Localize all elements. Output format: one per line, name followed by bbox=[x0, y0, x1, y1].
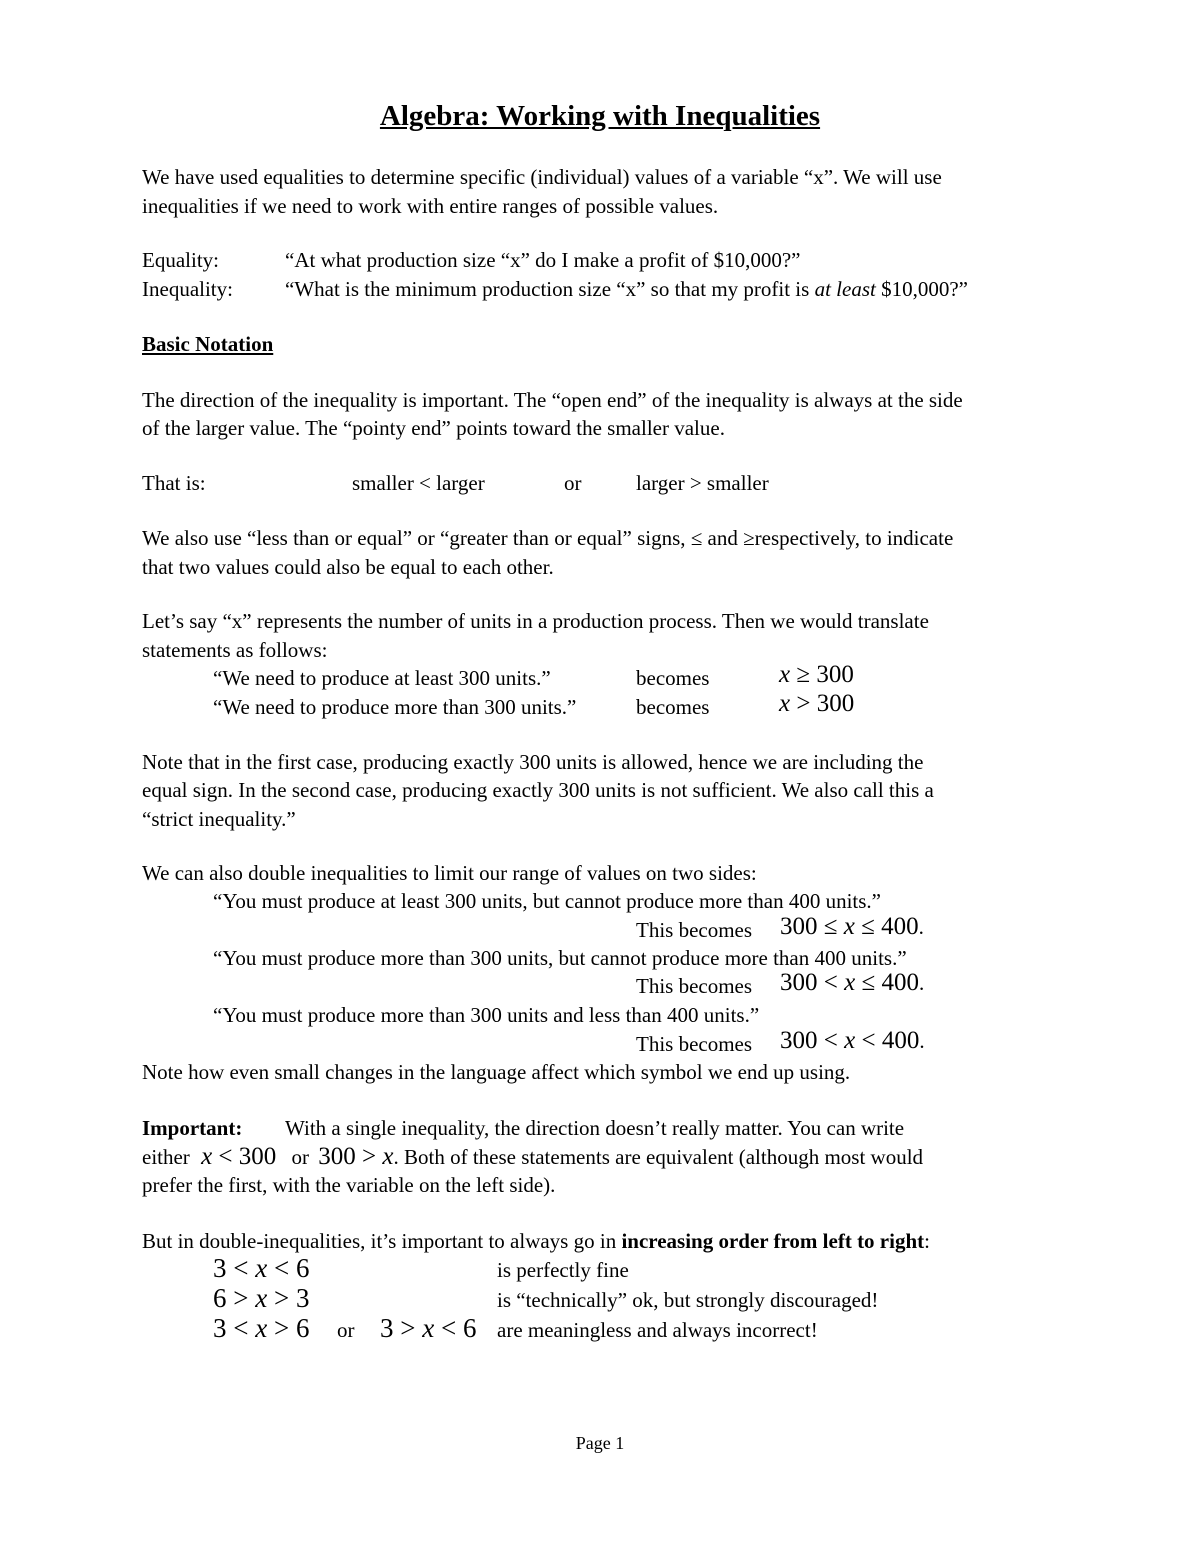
translation-math: x > 300 bbox=[779, 690, 855, 717]
important-line-2: either x < 300 or 300 > x. Both of these statements are equivalent (although most would bbox=[142, 1143, 924, 1170]
double-case-math: 300 ≤ x ≤ 400. bbox=[780, 913, 924, 940]
direction-line-2: of the larger value. The “pointy end” points toward the smaller value. bbox=[142, 416, 725, 440]
page-title: Algebra: Working with Inequalities bbox=[379, 100, 821, 132]
ordering-intro: But in double-inequalities, it’s important to always go in increasing order from left to right: bbox=[142, 1229, 930, 1253]
signs-line-2: that two values could also be equal to each other. bbox=[142, 555, 554, 579]
double-case-math: 300 < x < 400. bbox=[780, 1027, 925, 1054]
double-case-quote: “You must produce more than 300 units and less than 400 units.” bbox=[213, 1003, 760, 1027]
that-is-label: That is: bbox=[142, 471, 206, 495]
intro-line-1: We have used equalities to determine specific (individual) values of a variable “x”. We will use bbox=[142, 165, 942, 189]
direction-line-1: The direction of the inequality is important. The “open end” of the inequality is always at the side bbox=[142, 388, 963, 412]
translation-becomes: becomes bbox=[636, 666, 710, 690]
important-line-3: prefer the first, with the variable on the left side). bbox=[142, 1173, 556, 1197]
intro-line-2: inequalities if we need to work with entire ranges of possible values. bbox=[142, 194, 719, 218]
lets-say-line-2: statements as follows: bbox=[142, 638, 328, 662]
lets-say-line-1: Let’s say “x” represents the number of units in a production process. Then we would translate bbox=[142, 609, 929, 633]
note-line-1: Note that in the first case, producing exactly 300 units is allowed, hence we are including the bbox=[142, 750, 924, 774]
ordering-expr-invalid-1: 3 < x > 6 bbox=[213, 1313, 310, 1343]
translation-quote: “We need to produce more than 300 units.” bbox=[213, 695, 577, 719]
page-number: Page 1 bbox=[575, 1433, 625, 1453]
ordering-comment-fine: is perfectly fine bbox=[497, 1258, 629, 1282]
double-note: Note how even small changes in the language affect which symbol we end up using. bbox=[142, 1060, 851, 1084]
note-line-2: equal sign. In the second case, producing exactly 300 units is not sufficient. We also call this a bbox=[142, 778, 934, 802]
signs-line-1: We also use “less than or equal” or “greater than or equal” signs, ≤ and ≥respectively, to indicate bbox=[142, 526, 954, 550]
translation-quote: “We need to produce at least 300 units.” bbox=[213, 666, 551, 690]
translation-math: x ≥ 300 bbox=[779, 661, 854, 688]
this-becomes-label: This becomes bbox=[636, 918, 753, 942]
double-case-math: 300 < x ≤ 400. bbox=[780, 969, 925, 996]
double-intro: We can also double inequalities to limit our range of values on two sides: bbox=[142, 861, 757, 885]
important-line-1: With a single inequality, the direction doesn’t really matter. You can write bbox=[285, 1116, 905, 1140]
ordering-expr-discouraged: 6 > x > 3 bbox=[213, 1283, 310, 1313]
note-line-3: “strict inequality.” bbox=[142, 807, 296, 831]
this-becomes-label: This becomes bbox=[636, 974, 753, 998]
that-is-left: smaller < larger bbox=[352, 471, 485, 495]
inequality-text: “What is the minimum production size “x” so that my profit is at least $10,000?” bbox=[285, 277, 968, 301]
double-case-quote: “You must produce at least 300 units, but cannot produce more than 400 units.” bbox=[213, 889, 882, 913]
important-label: Important: bbox=[142, 1116, 243, 1140]
ordering-expr-invalid-2: 3 > x < 6 bbox=[380, 1313, 477, 1343]
inequality-label: Inequality: bbox=[142, 277, 233, 301]
ordering-comment-discouraged: is “technically” ok, but strongly discouraged! bbox=[497, 1288, 879, 1312]
that-is-right: larger > smaller bbox=[636, 471, 769, 495]
ordering-or: or bbox=[337, 1318, 355, 1342]
translation-becomes: becomes bbox=[636, 695, 710, 719]
double-case-quote: “You must produce more than 300 units, but cannot produce more than 400 units.” bbox=[213, 946, 907, 970]
equality-label: Equality: bbox=[142, 248, 219, 272]
ordering-comment-invalid: are meaningless and always incorrect! bbox=[497, 1318, 818, 1342]
that-is-or: or bbox=[564, 471, 582, 495]
this-becomes-label: This becomes bbox=[636, 1032, 753, 1056]
ordering-expr-fine: 3 < x < 6 bbox=[213, 1253, 310, 1283]
equality-text: “At what production size “x” do I make a profit of $10,000?” bbox=[285, 248, 801, 272]
basic-notation-heading: Basic Notation bbox=[142, 332, 274, 356]
